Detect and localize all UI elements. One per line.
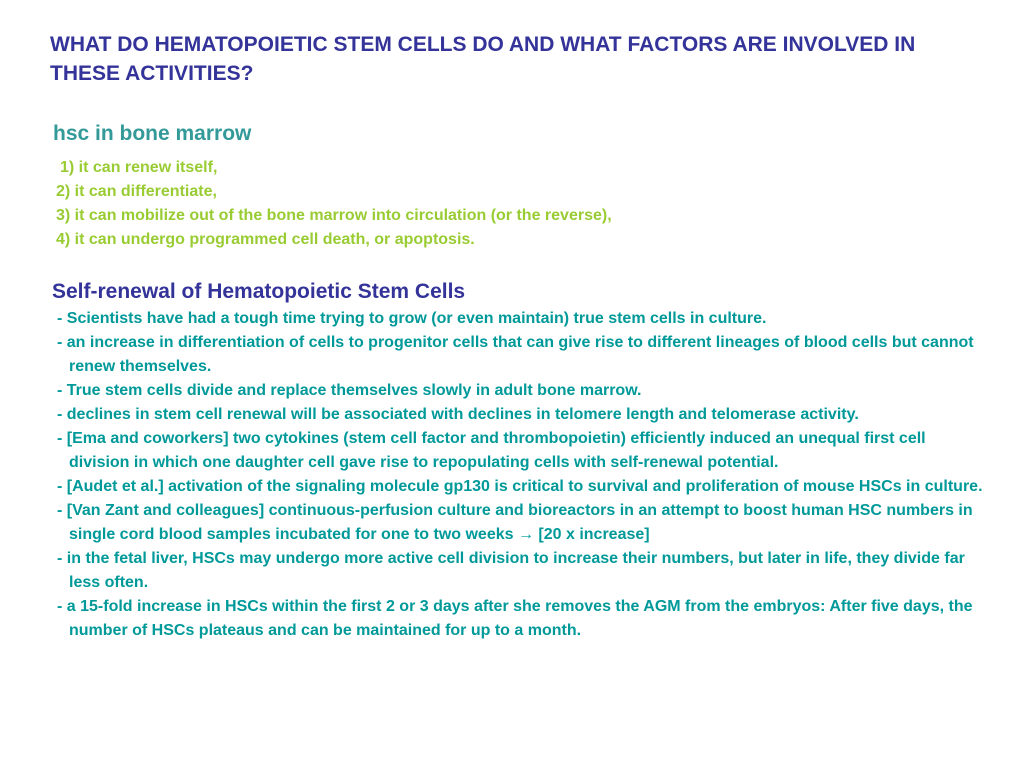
- hsc-function-item: 4) it can undergo programmed cell death, or apoptosis.: [56, 231, 475, 248]
- hsc-function-item: 3) it can mobilize out of the bone marrow into circulation (or the reverse),: [56, 207, 612, 224]
- self-renewal-item: - [Ema and coworkers] two cytokines (stem cell factor and thrombopoietin) efficiently induced an unequal first cell division in which one daughter cell gave rise to repopulating cells with self-renewal potential.: [57, 430, 926, 471]
- self-renewal-item: - in the fetal liver, HSCs may undergo more active cell division to increase their numbers, but later in life, they divide far less often.: [57, 550, 965, 591]
- hsc-functions-heading: hsc in bone marrow: [53, 122, 252, 145]
- self-renewal-item: - declines in stem cell renewal will be associated with declines in telomere length and telomerase activity.: [57, 406, 859, 423]
- self-renewal-item: - [Audet et al.] activation of the signaling molecule gp130 is critical to survival and proliferation of mouse HSCs in culture.: [57, 478, 983, 495]
- self-renewal-item: - a 15-fold increase in HSCs within the first 2 or 3 days after she removes the AGM from the embryos: After five days, the number of HSCs plateaus and can be maintained for up to a month.: [57, 598, 973, 639]
- hsc-function-item: 2) it can differentiate,: [56, 183, 217, 200]
- slide-title: WHAT DO HEMATOPOIETIC STEM CELLS DO AND WHAT FACTORS ARE INVOLVED IN THESE ACTIVITIES?: [50, 33, 916, 85]
- self-renewal-item: - an increase in differentiation of cells to progenitor cells that can give rise to different lineages of blood cells but cannot renew themselves.: [57, 334, 974, 375]
- self-renewal-item: - [Van Zant and colleagues] continuous-perfusion culture and bioreactors in an attempt to boost human HSC numbers in single cord blood samples incubated for one to two weeks → [20 x increase]: [57, 502, 973, 543]
- hsc-functions-list: [56, 156, 612, 252]
- self-renewal-item: - Scientists have had a tough time trying to grow (or even maintain) true stem cells in culture.: [57, 310, 767, 327]
- self-renewal-list: [57, 307, 987, 643]
- self-renewal-heading: Self-renewal of Hematopoietic Stem Cells: [52, 280, 466, 303]
- hsc-function-item: 1) it can renew itself,: [60, 159, 218, 176]
- self-renewal-item: - True stem cells divide and replace themselves slowly in adult bone marrow.: [57, 382, 642, 399]
